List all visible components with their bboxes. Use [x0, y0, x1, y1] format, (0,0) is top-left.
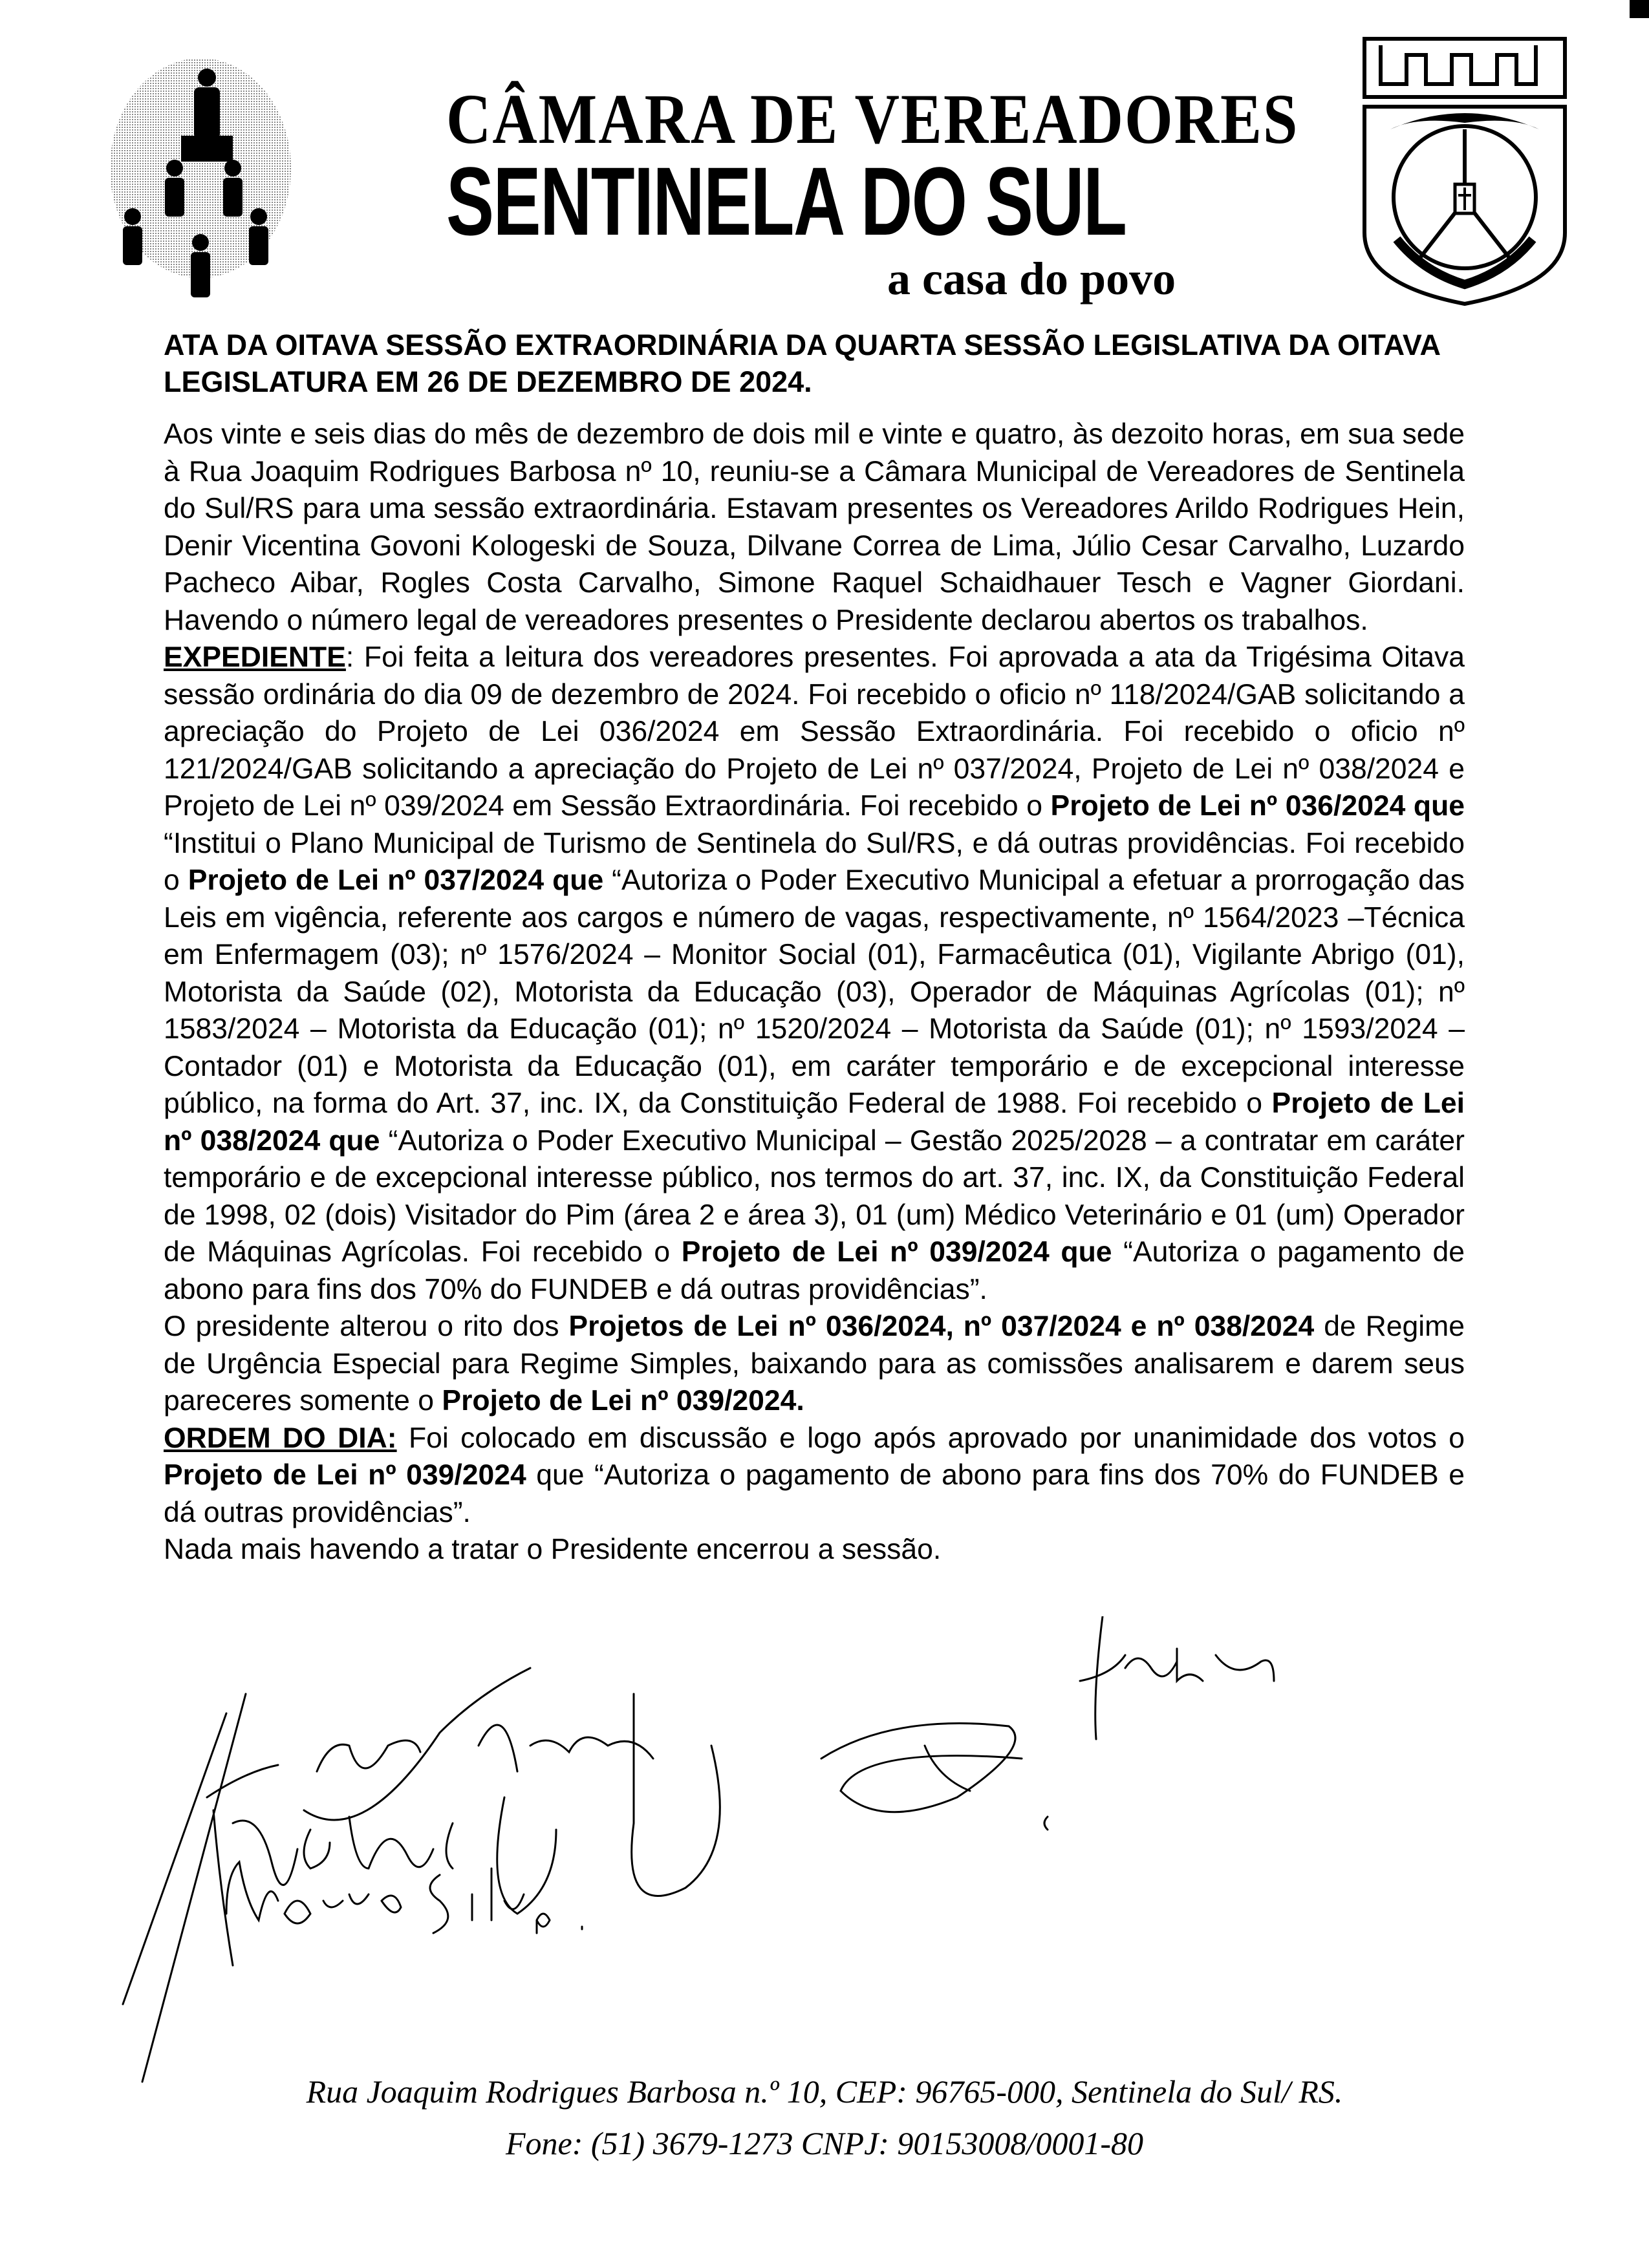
- header-line-1: CÂMARA DE VEREADORES: [446, 79, 1299, 159]
- bold-text: Projeto de Lei nº 036/2024 que: [1050, 790, 1465, 822]
- text-run: “Autoriza o Poder Executivo Municipal a efetuar a prorrogação das Leis em vigência, referente aos cargos e número de vagas, respectivamente, nº 1564/2023 –Técnica em Enfermagem (03); nº 1576/2024 – Monitor Social (01), Farmacêutica (01), Vigilante Abrigo (01), Motorista da Saúde (02), Motorista da Educação (03), Operador de Máquinas Agrícolas (01); nº 1583/2024 – Motorista da Educação (01); nº 1520/2024 – Motorista da Saúde (01); nº 1593/2024 – Contador (01) e Motorista da Educação (01), em caráter temporário e de excepcional interesse público, na forma do Art. 37, inc. IX, da Constituição Federal de 1988. Foi recebido o: [164, 864, 1465, 1119]
- bold-text: Projeto de Lei nº 039/2024.: [442, 1385, 804, 1417]
- text-run: Aos vinte e seis dias do mês de dezembro de dois mil e vinte e quatro, às dezoito horas, em sua sede à Rua Joaquim Rodrigues Barbosa nº 10, reuniu-se a Câmara Municipal de Vereadores de Sentinela do Sul/RS para uma sessão extraordinária. Estavam presentes os Vereadores Arildo Rodrigues Hein, Denir Vicentina Govoni Kologeski de Souza, Dilvane Correa de Lima, Júlio Cesar Carvalho, Luzardo Pacheco Aibar, Rogles Costa Carvalho, Simone Raquel Schaidhauer Tesch e Vagner Giordani. Havendo o número legal de vereadores presentes o Presidente declarou abertos os trabalhos.: [164, 418, 1465, 636]
- text-run: “Autoriza o Poder Executivo Municipal – Gestão 2025/2028 – a contratar em caráter temporário e de excepcional interesse público, nos termos do art. 37, inc. IX, da Constituição Federal de 1998, 02 (dois) Visitador do Pim (área 2 e área 3), 01 (um) Médico Veterinário e 01 (um) Operador de Máquinas Agrícolas. Foi recebido o: [164, 1124, 1465, 1268]
- text-run: “Autoriza o pagamento de abono para fins dos 70% do FUNDEB e dá outras providências”.: [164, 1236, 1465, 1305]
- scan-mark: [1630, 0, 1649, 18]
- text-run: de Regime de Urgência Especial para Regime Simples, baixando para as comissões analisarem e darem seus pareceres somente o: [164, 1311, 1465, 1417]
- paragraph: [164, 1308, 1465, 1420]
- signature-5: [213, 1797, 556, 1965]
- text-run: que “Autoriza o pagamento de abono para fins dos 70% do FUNDEB e dá outras providências”.: [164, 1459, 1465, 1528]
- bold-text: Projetos de Lei nº 036/2024, nº 037/2024 e nº 038/2024: [568, 1311, 1315, 1342]
- paragraph: [164, 1531, 1465, 1568]
- section-heading: EXPEDIENTE: [164, 641, 346, 673]
- paragraph: [164, 416, 1465, 639]
- signature-1: [1080, 1616, 1274, 1739]
- footer-address: Rua Joaquim Rodrigues Barbosa n.º 10, CEP: 96765-000, Sentinela do Sul/ RS.: [306, 2073, 1343, 2110]
- signatures-area: [116, 1616, 1345, 2101]
- section-heading: ORDEM DO DIA:: [164, 1422, 397, 1454]
- header-line-2: SENTINELA DO SUL: [446, 147, 1126, 255]
- bold-text: Projeto de Lei nº 039/2024 que: [681, 1236, 1112, 1268]
- paragraph: [164, 639, 1465, 1308]
- municipal-coat-of-arms-icon: [1352, 26, 1578, 310]
- signature-2: [123, 1668, 530, 2082]
- signature-3: [479, 1694, 720, 1896]
- minutes-body: [164, 416, 1465, 1568]
- bold-text: Projeto de Lei nº 037/2024 que: [188, 864, 604, 896]
- bold-text: Projeto de Lei nº 038/2024 que: [164, 1087, 1465, 1157]
- council-people-logo-icon: [103, 52, 401, 310]
- signature-4: [821, 1724, 1048, 1830]
- text-run: : Foi feita a leitura dos vereadores presentes. Foi aprovada a ata da Trigésima Oitava sessão ordinária do dia 09 de dezembro de 2024. Foi recebido o oficio nº 118/2024/GAB solicitando a apreciação do Projeto de Lei 036/2024 em Sessão Extraordinária. Foi recebido o oficio nº 121/2024/GAB solicitando a apreciação do Projeto de Lei nº 037/2024, Projeto de Lei nº 038/2024 e Projeto de Lei nº 039/2024 em Sessão Extraordinária. Foi recebido o: [164, 641, 1465, 822]
- footer: [0, 2066, 1649, 2169]
- text-run: “Institui o Plano Municipal de Turismo de Sentinela do Sul/RS, e dá outras providências. Foi recebido o: [164, 827, 1465, 896]
- text-run: O presidente alterou o rito dos: [164, 1311, 569, 1342]
- document-title: ATA DA OITAVA SESSÃO EXTRAORDINÁRIA DA QUARTA SESSÃO LEGISLATIVA DA OITAVA LEGISLATURA EM 26 DE DEZEMBRO DE 2024.: [164, 328, 1440, 398]
- header-slogan: a casa do povo: [887, 253, 1176, 305]
- text-run: Nada mais havendo a tratar o Presidente encerrou a sessão.: [164, 1534, 942, 1565]
- footer-contact: Fone: (51) 3679-1273 CNPJ: 90153008/0001-80: [506, 2125, 1143, 2161]
- bold-text: Projeto de Lei nº 039/2024: [164, 1459, 526, 1491]
- signature-marcio-silva: [226, 1862, 582, 1933]
- paragraph: [164, 1420, 1465, 1532]
- text-run: Foi colocado em discussão e logo após aprovado por unanimidade dos votos o: [396, 1422, 1465, 1454]
